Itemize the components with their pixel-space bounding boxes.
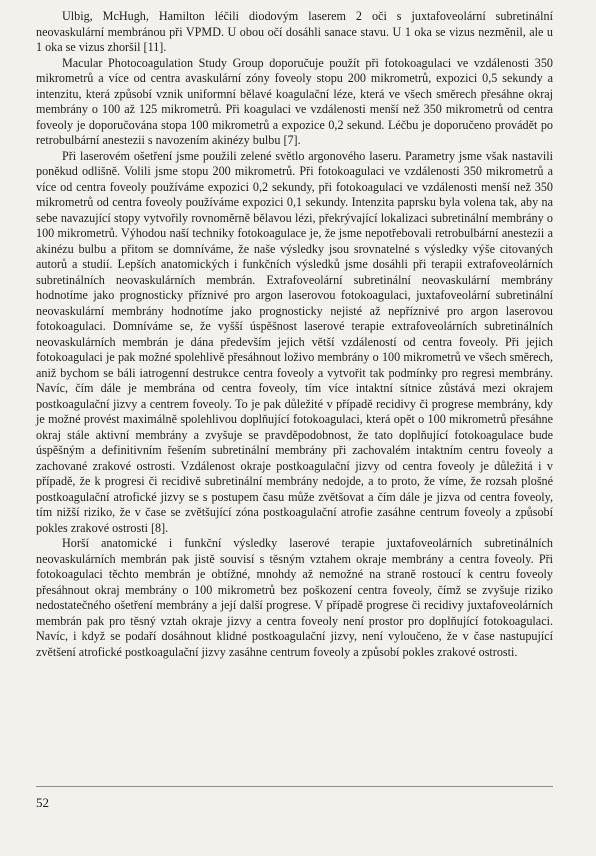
page-body	[36, 9, 553, 660]
paragraph: Macular Photocoagulation Study Group doporučuje použít při fotokoagulaci ve vzdálenosti 350 mikrometrů a více od centra avaskulární zóny foveoly stopu 200 mikrometrů, expozici 0,5 sekundy a intenzitu, která způsobí vznik uniformní bělavé koagulační léze, která ve všech směrech přesáhne okraj membrány o 100 až 125 mikrometrů. Při koagulaci ve vzdálenosti menší než 350 mikrometrů od centra foveoly je doporučována stopa 100 mikrometrů a expozice 0,2 sekund. Léčbu je doporučeno provádět po retrobulbární anestezii s navozením akinézy bulbu [7].	[36, 55, 553, 147]
paragraph: Ulbig, McHugh, Hamilton léčili diodovým laserem 2 oči s juxtafoveolární subretinální neovaskulární membránou při VPMD. U obou očí dosáhli sanace stavu. U 1 oka se vizus nezměnil, ale u 1 oka se vizus zhoršil [11].	[36, 9, 553, 54]
paragraph: Horší anatomické i funkční výsledky laserové terapie juxtafoveolárních subretinálních neovaskulárních membrán pak jistě souvisí s těsným vztahem okraje membrány a centra foveoly. Při fotokoagulaci těchto membrán je obtížné, mnohdy až nemožné na straně rostoucí k centru foveoly přesáhnout okraj membrány o 100 mikrometrů bez poškození centra foveoly, čímž se zvyšuje riziko nedostatečného ošetření membrány a její další progrese. V případě progrese či recidivy juxtafoveolárních membrán pak pro těsný vztah okraje jizvy a centra foveoly není prostor pro doplňující fotokoagulaci. Navíc, i když se podaří dosáhnout klidné postkoagulační jizvy, není vyloučeno, že v čase nastupující zvětšení atrofické postkoagulační jizvy zasáhne centrum foveoly a způsobí pokles zrakové ostrosti.	[36, 536, 553, 659]
page-number: 52	[36, 795, 49, 810]
footer-rule	[36, 786, 553, 787]
paragraph: Při laserovém ošetření jsme použili zelené světlo argonového laseru. Parametry jsme však nastavili poněkud odlišně. Volili jsme stopu 200 mikrometrů. Při fotokoagulaci ve vzdálenosti 350 mikrometrů a více od centra foveoly používáme expozici 0,2 sekundy, při fotokoagulaci ve vzdálenosti menší než 350 mikrometrů od centra foveoly používáme expozici 0,1 sekundy. Intenzita paprsku byla volena tak, aby na sebe navazující stopy vytvořily rovnoměrně bělavou lézi, překrývající lokalizaci subretinální membrány o 100 mikrometrů. Výhodou naší techniky fotokoagulace je, že jsme nepotřebovali retrobulbární anestezii a akinézu bulbu a přitom se domníváme, že naše výsledky jsou srovnatelné s výsledky výše citovaných autorů a studií. Lepších anatomických i funkčních výsledků jsme dosáhli při terapii extrafoveolárních subretinálních neovaskulárních membrán. Extrafoveolární subretinální neovaskulární membrány hodnotíme jako prognosticky příznivé pro argon laserovou fotokoagulaci, juxtafoveolární subretinální neovaskulární membrány hodnotíme jako prognosticky nejisté až nepříznivé pro argon laserovou fotokoagulaci. Domníváme se, že vyšší úspěšnost laserové terapie extrafoveolárních subretinálních neovaskulárních membrán je dána především jejich větší vzdáleností od centra foveoly. Při jejich fotokoagulaci je pak možné spolehlivě přesáhnout loživo membrány o 100 mikrometrů ve všech směrech, aniž bychom se báli iatrogenní destrukce centra foveoly a vytvořit tak podmínky pro regresi membrány. Navíc, čím dále je membrána od centra foveoly, tím více intaktní sítnice zůstává mezi okrajem postkoagulační jizvy a centrem foveoly. To je pak důležité v případě recidivy či progrese membrány, kdy je možné provést maximálně spolehlivou doplňující fotokoagulaci, která opět o 100 mikrometrů přesáhne okraj stále aktivní membrány a zvyšuje se pravděpodobnost, že tato doplňující fotokoagulace bude úspěšným a definitivním řešením subretinální membrány při zachovalém intaktním centru foveoly a zachované zrakové ostrosti. Vzdálenost okraje postkoagulační jizvy od centra foveoly je důležitá i v případě, že k progresi či recidivě subretinální membrány nedojde, a to proto, že víme, že rozsah plošné postkoagulační atrofické jizvy se s postupem času může zvětšovat a čím dále je jizva od centra foveoly, tím nižší riziko, že v čase se zvětšující zóna postkoagulační atrofie zasáhne centrum foveoly a způsobí pokles zrakové ostrosti [8].	[36, 148, 553, 535]
